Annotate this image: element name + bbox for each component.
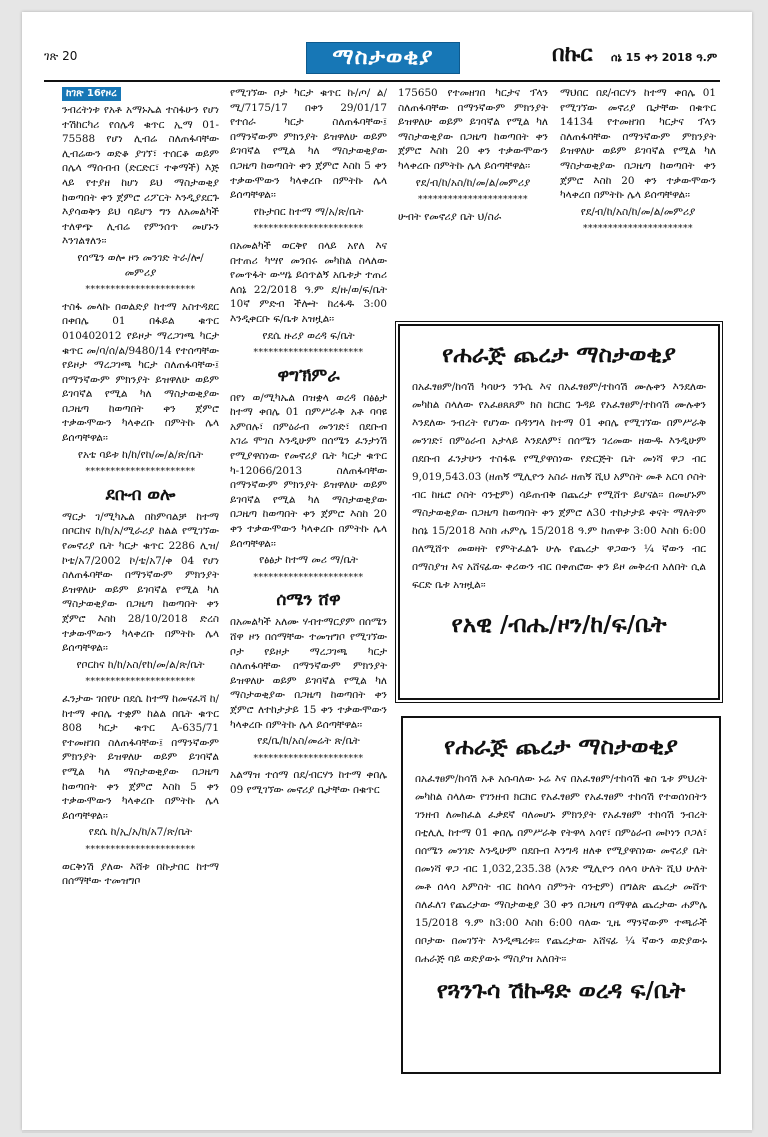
auction-notice-title: የሐራጅ ጨረታ ማስታወቂያ — [442, 342, 676, 368]
column-4 — [560, 86, 716, 239]
notice-signature: የቦርከና ከ/ከ/አስ/የከ/መ/ል/ጽ/ቤት — [76, 658, 205, 671]
star-separator: ********************** — [253, 753, 364, 764]
notice-signature: የደ/ብ/ከ/አስ/ከ/መ/ል/መምሪያ — [580, 205, 696, 218]
star-separator: ********************** — [583, 224, 693, 235]
star-separator: ********************** — [253, 348, 364, 359]
auction-notice-box — [401, 716, 721, 1074]
continued-tag: ከገጽ 16የዞረ — [62, 87, 121, 101]
notice-text: ማርታ ገ/ሚካኤል በከምባልቻ ከተማ በቦርከና ከ/ከ/አ/ሚራሪያ ከልል የሚገኘው የመኖሪያ ቤት ካርታ ቁጥር 2286 ሊዝ/ኮቴ/አ7/2002 ኮ/ቴ/አ7/ቀ 04 የሆነ ስለጠፋባቸው በማንኛውም ምክንያት ይዝዋለሁ ወይም ይገባኛል የሚል ካለ ማስታወቂያው በጋዜጣ ከወጣበት ቀን ጀምሮ እስከ 28/10/2018 ድረስ ተቃውሞውን ካላቀረቡ በምትኩ ሌላ ይሰጣቸዋል፡፡ — [62, 510, 219, 655]
notice-text: 175650 የተመዘገበ ካርታና ፕላን ስለጠፋባቸው በማንኛውም ምክንያት ይዝዋለሁ ወይም ይገባኛል የሚል ካለ ማስታወቂያው በጋዜጣ ከወጣበት ቀን ጀምሮ እስከ 20 ቀን ተቃውሞውን ካላቀረቡ በምትኩ ሌላ ይሰጣቸዋል፡፡ — [398, 87, 548, 172]
notice-text: አልማዝ ተሰማ በደ/ብርሃን ከተማ ቀበሌ 09 የሚገኘው መኖሪያ ቤታቸው በቁጥር — [230, 769, 387, 796]
notice-text: በአመልካች አለሙ ሃብተማርያም በሰሜን ሸዋ ዞን በሰማቸው ተመዝግቦ የሚገኘው ቦታ የይዞታ ማረጋገጫ ካርታ ስለጠፋባቸው በማንኛውም ምክንያት ይዝዋለሁ ወይም ይገባኛል የሚል ካለ ማስታወቂያው በጋዜጣ ከወጣበት ቀን ጀምሮ ለተከታታይ 15 ቀን ተቃውሞውን ካላቀረቡ በምትኩ ሌላ ይሰጣቸዋል፡፡ — [230, 616, 387, 731]
notice-signature: የደሴ ከ/ኢ/አ/ከ/አ7/ጽ/ቤት — [88, 826, 193, 839]
notice-text: ሁብት የመኖሪያ ቤት ህ/ስራ — [398, 210, 502, 223]
notice-text: ፈንታው ገበየሁ በደሴ ከተማ ከመናፈሻ ከ/ከተማ ቀበሌ ተቋም ከልል በቤት ቁጥር 808 ካርታ ቁጥር A-635/71 የተመዘገበ ስለጠፋባቸው፤ በማንኛውም ምክንያት ይዝዋለሁ ወይም ይገባኛል የሚል ካለ ማስታወቂያው በጋዜጣ ከወጣበት ቀን ጀምሮ እስከ 5 ቀን ተቃውሞውን ካላቀረቡ በምትኩ ሌላ ይሰጣቸዋል፡፡ — [62, 692, 219, 822]
auction-notice-body: በአፈፃፀም/ከሳሽ አቶ አሱባለው ኑሬ እና በአፈፃፀም/ተከሳሽ ቄስ ጌቱ ምህረት መካከል ስላለው የገንዘብ ክርክር የአፈፃፀም የአፈፃፀም ተከሳሽ የተወሰነበትን ገንዘብ ለመክፈል ፈቃደኛ ባለመሆኑ ምክንያት የአፈፃፀም ተከሳሽ ንብረት በቲሊሊ ከተማ 01 ቀበሌ በምሥራቅ የትዋላ አሳየ፣ በምዕራብ መኮነን ቦጋለ፣ በሰሜን መንገድ እንዲሁም በደቡብ እንግዳ ዘለቀ የሚያዋስነው መኖሪያ ቤት በመነሻ ዋጋ ብር 1,032,235.38 (አንድ ሚሊዮን ሰላሳ ሁለት ሺህ ሁለት መቶ ሰላሳ አምስት ብር ከሰላሳ ስምንት ሳንቲም) በግልጽ ጨረታ መሸጥ ስለፈለገ የጨረታው ማስታወቂያ 30 ቀን በጋዜጣ በማዋል ጨረታው ሐምሌ 15/2018 ዓ.ም ከ3:00 እስከ 6:00 ባለው ጊዜ ማንኛውም ተጫራች በቦታው በመገኘት እንዲጫረቱ፡፡ የጨረታው አሸናፊ ¼ ኛውን ወድያውኑ በሐራጅ ባይ ወድያውኑ ማስያዝ አለበት፡፡ — [415, 773, 707, 965]
star-separator: ********************** — [85, 844, 196, 855]
star-separator: ********************** — [253, 224, 364, 235]
notice-signature: የአቴ ባይቱ ከ/ከ/የከ/መ/ል/ጽ/ቤት — [77, 448, 204, 461]
notice-text: ተስፋ መላኩ በወልድያ ከተማ አስተዳደር በቀበሌ 01 በፋይል ቁጥር 010402012 የይዞታ ማረጋገጫ ካርታ ቁጥር መ/ባ/ሰ/ል/9480/14 የተሰጣቸው የይዞታ ማረጋገጫ ካርታ ስለጠፋባቸው፤ በማንኛውም ምክንያት ይዝዋለሁ ወይም ይገባኛል የሚል ካለ ማስታወቂያው በጋዜጣ ከወጣበት ቀን ጀምሮ ተቃውሞውን ካላቀረቡ በምትኩ ሌላ ይሰጣቸዋል፡፡ — [62, 300, 219, 445]
star-separator: ********************** — [85, 677, 196, 688]
notice-text: በአመልካች ወርቅየ በላይ አየለ እና በተጠሪ ካሣየ መንበሩ መካከል ስላለው የመጥፋት ውሣኔ ይሰጥልኝ አቤቱታ ተጠሪ ለሰኔ 22/2018 ዓ.ም ደ/ዙ/ወ/ፍ/ቤት 10ኛ ምድብ ችሎት ከረፋዱ 3:00 እንዲቀርቡ ፍ/ቤቱ አዝዟል፡፡ — [230, 239, 387, 325]
auction-notice-body: በአፈፃፀም/ከሳሽ ካሳሁን ንጉሴ እና በአፈፃፀም/ተከሳሽ ሙሉቀን እንደለው መካከል ስላለው የአፈፀጸጸም ክስ ከርክር ጉዳይ የአፈፃፀም/ተከሳሽ ሙሉቀን እንደለው ንብረት የሆነው በዳንግላ ከተማ 01 ቀበሌ የሚገኘው በምሥራቅ መንገድ፣ በምዕራብ አታላይ እንደለም፣ በሰሜን ገረመው ዘውዱ እንዲሁም በደቡብ ፈንታሁን ተስፋዬ የሚያዋስነው የድርጅት ቤት መነሻ ዋጋ ብር 9,019,543.03 (ዘጠኝ ሚሊዮን አስራ ዘጠኝ ሺህ አምስት መቶ አርባ ሶስት ብር ከዜሮ ሶስት ሳንቲም) ሳይጠብቅ በጨረታ የሚሸጥ ይሆናል፡፡ በመሆኑም ማስታወቂያው በጋዜጣ ከወጣበት ቀን ጀምሮ ለ30 ተከታታይ ቀናት ማለትም ከሰኔ 15/2018 እስከ ሐምሌ 15/2018 ዓ.ም ከጠዋቱ 3:00 እስከ 6:00 በለሚሸጥ መወዛት የምትፈልጉ ሁሉ የጨረታ ዋጋውን ¼ ኛውን ብር በማስያዝ እና አሸናፊው ቀሪውን ብር በቀጠሮው ቀን ይዞ መቅረብ አለበት ሲል ፍርድ ቤቱ አዝዟል፡፡ — [412, 381, 706, 591]
star-separator: ********************** — [85, 467, 196, 478]
issue-date: ሰኔ 15 ቀን 2018 ዓ.ም — [611, 51, 718, 64]
notice-signature: የደ/ቤ/ከ/አስ/መሬት ጽ/ቤት — [257, 735, 360, 748]
notice-signature: የኩታበር ከተማ ማ/አ/ጽ/ቤት — [253, 205, 364, 218]
star-separator: ********************** — [85, 285, 196, 296]
column-3 — [398, 86, 548, 224]
section-logo: ማስታወቂያ — [306, 42, 460, 74]
page-number: ገጽ 20 — [44, 49, 78, 63]
auction-notice-signature: የጓንጉሳ ሽኩዳድ ወረዳ ፍ/ቤት — [436, 978, 686, 1004]
notice-text: ንብረትነቱ የአቶ አማኑኤል ተስፋሁን የሆነ ተሽከርካሪ የሰሌዳ ቁጥር ኢማ 01-75588 የሆነ ሊብሬ ስለጠፋባቸው ሊብሬውን ወድቆ ያገኘ፣ ተሰርቆ ወይም በሌላ ማሰብብ (ድርድር፣ ተቀማች) እጅ ላይ የተያዘ ከሆነ ይህ ማስታወቂያ ከወጣበት ቀን ጀምሮ ሪፖርት እንዲያደርጉ እያሳወቅን ይህ ባይሆን ግን ለአመልካች ተለዋጭ ሊብሬ የምንሰጥ መሆኑን እንገልፃለን፡፡ — [62, 104, 219, 248]
newspaper-brand: በኩር — [552, 42, 593, 67]
notice-text: በየነ ወ/ሚካኤል በዝቋላ ወረዳ በፅፅታ ከተማ ቀበሌ 01 በምሥራቅ አቶ ባባዩ አምበሉ፣ በምዕራብ መንገድ፣ በደቡብ አገሬ ሞገስ እንዲሁም በሰሜን ፈንታነሽ የሚያዋስነው የመኖሪያ ቤት ካርታ ቁጥር ካ-12066/2013 ስለጠፋባቸው በማንኛውም ምክንያት ይዝዋለሁ ወይም ይገባኛል የሚል ካለ ማስታወቂያው በጋዜጣ ከወጣበት ቀን ጀምሮ እስከ 20 ቀን ተቃውሞውን ካላቀረቡ በምትኩ ሌላ ይሰጣቸዋል፡፡ — [230, 391, 387, 550]
column-2 — [230, 86, 387, 798]
region-heading: ደቡብ ወሎ — [105, 484, 176, 505]
region-heading: ዋግኽምራ — [277, 365, 340, 386]
header-divider — [44, 80, 720, 82]
notice-signature: የፅፅታ ከተማ መሪ ማ/ቤት — [259, 554, 358, 567]
notice-text: የሚገኘው ቦታ ካርታ ቁጥር ኩ/ጦ/ ል/ሚ/7175/17 በቀን 29/01/17 የተሰራ ካርታ ስለጠፋባቸው፤ በማንኛውም ምክንያት ይዝዋለሁ ወይም ይገባኛል የሚል ካለ ማስታወቂያው በጋዜጣ ከወጣበት ቀን ጀምሮ እስከ 5 ቀን ተቃውሞውን ካላቀረቡ በምትኩ ሌላ ይሰጣቸዋል፡፡ — [230, 87, 387, 202]
auction-notice-box — [398, 324, 720, 700]
page-bottom-border — [22, 1131, 752, 1133]
star-separator: ********************** — [418, 195, 528, 206]
column-1 — [62, 86, 219, 889]
notice-text: ማህበር በደ/ብርሃን ከተማ ቀበሌ 01 የሚገኘው መኖሪያ ቤታቸው በቁጥር 14134 የተመዘገበ ካርታና ፕላን ስለጠፋባቸው በማንኛውም ምክንያት ይዝዋለሁ ወይም ይገባኛል የሚል ካለ ማስታወቂያው በጋዜጣ ከወጣበት ቀን ጀምሮ እስከ 20 ቀን ተቃውሞውን ካላቀረበ በምትኩ ሌላ ይሰጣቸዋል፡፡ — [560, 87, 716, 202]
notice-text: ወርቅነሽ ያለው እሸቱ በኩታበር ከተማ በሰማቸው ተመዝግቦ — [62, 860, 219, 888]
region-heading: ሰሜን ሸዋ — [276, 590, 341, 611]
auction-notice-signature: የአዊ /ብሔ/ዞን/ከ/ፍ/ቤት — [451, 612, 667, 638]
notice-signature: የደሴ ዙሪያ ወረዳ ፍ/ቤት — [262, 329, 355, 342]
notice-signature: የሰሜን ወሎ ዞን መንገድ ትራ/ሎ/ መምሪያ — [77, 251, 204, 279]
auction-notice-title: የሐራጅ ጨረታ ማስታወቂያ — [444, 734, 678, 760]
notice-signature: የደ/ብ/ከ/አስ/ከ/መ/ል/መምሪያ — [415, 176, 531, 189]
star-separator: ********************** — [253, 572, 364, 583]
